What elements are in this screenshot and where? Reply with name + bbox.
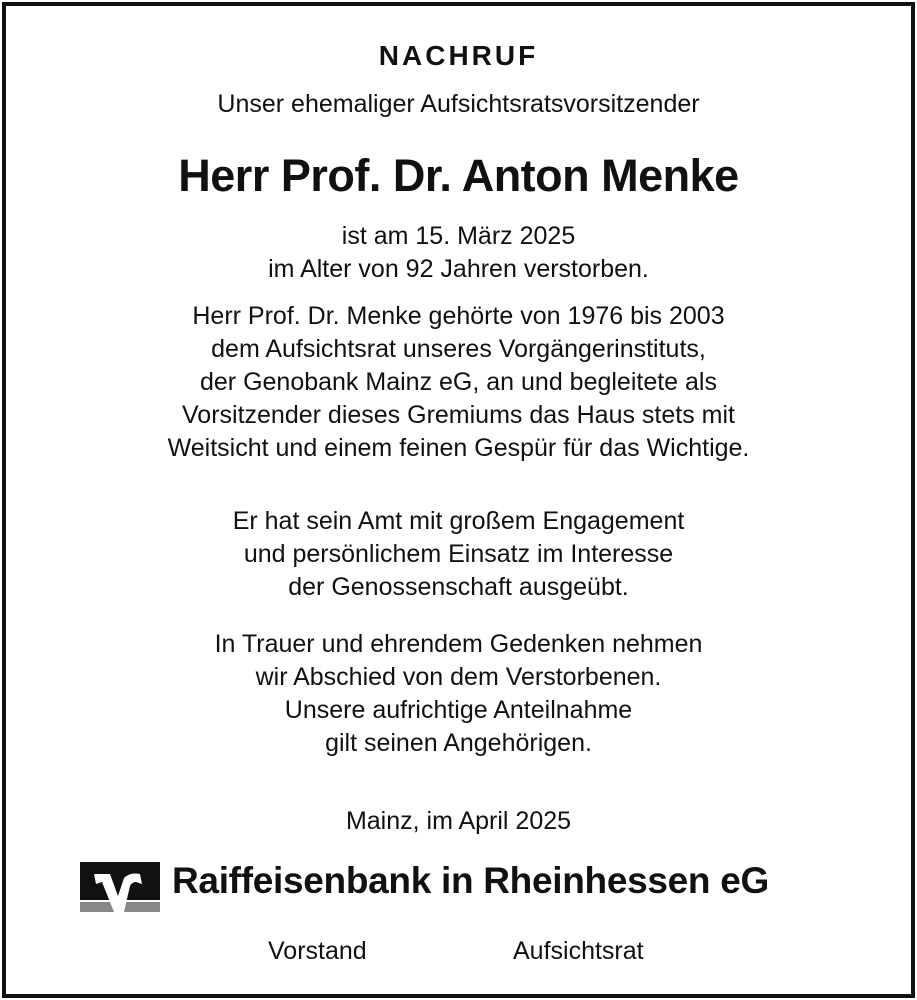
text-line: wir Abschied von dem Verstorbenen. bbox=[255, 663, 662, 691]
paragraph-engagement bbox=[0, 505, 917, 604]
text-line: im Alter von 92 Jahren verstorben. bbox=[268, 255, 649, 283]
subtitle: Unser ehemaliger Aufsichtsratsvorsitzender bbox=[217, 90, 700, 118]
text-line: dem Aufsichtsrat unseres Vorgängerinstituts, bbox=[211, 335, 706, 363]
deceased-name: Herr Prof. Dr. Anton Menke bbox=[178, 150, 739, 201]
text-line: der Genossenschaft ausgeübt. bbox=[288, 573, 629, 601]
heading: NACHRUF bbox=[378, 40, 539, 71]
text-line: Weitsicht und einem feinen Gespür für das Wichtige. bbox=[167, 434, 750, 462]
text-line: Herr Prof. Dr. Menke gehörte von 1976 bis 2003 bbox=[192, 302, 725, 330]
text-line: gilt seinen Angehörigen. bbox=[325, 729, 592, 757]
text-line: und persönlichem Einsatz im Interesse bbox=[243, 540, 674, 568]
place-date: Mainz, im April 2025 bbox=[345, 807, 572, 835]
bank-name: Raiffeisenbank in Rheinhessen eG bbox=[172, 860, 769, 901]
death-info bbox=[0, 220, 917, 286]
text-line: Vorsitzender dieses Gremiums das Haus stets mit bbox=[182, 401, 735, 429]
text-line: ist am 15. März 2025 bbox=[341, 222, 576, 250]
raiffeisen-logo-icon bbox=[80, 862, 160, 914]
signature-board: Vorstand bbox=[268, 937, 367, 965]
text-line: der Genobank Mainz eG, an und begleitete als bbox=[199, 368, 717, 396]
paragraph-career bbox=[0, 300, 917, 465]
paragraph-condolence bbox=[0, 628, 917, 760]
text-line: In Trauer und ehrendem Gedenken nehmen bbox=[214, 630, 703, 658]
text-line: Unsere aufrichtige Anteilnahme bbox=[284, 696, 633, 724]
text-line: Er hat sein Amt mit großem Engagement bbox=[232, 507, 685, 535]
signature-supervisory-board: Aufsichtsrat bbox=[513, 937, 644, 965]
